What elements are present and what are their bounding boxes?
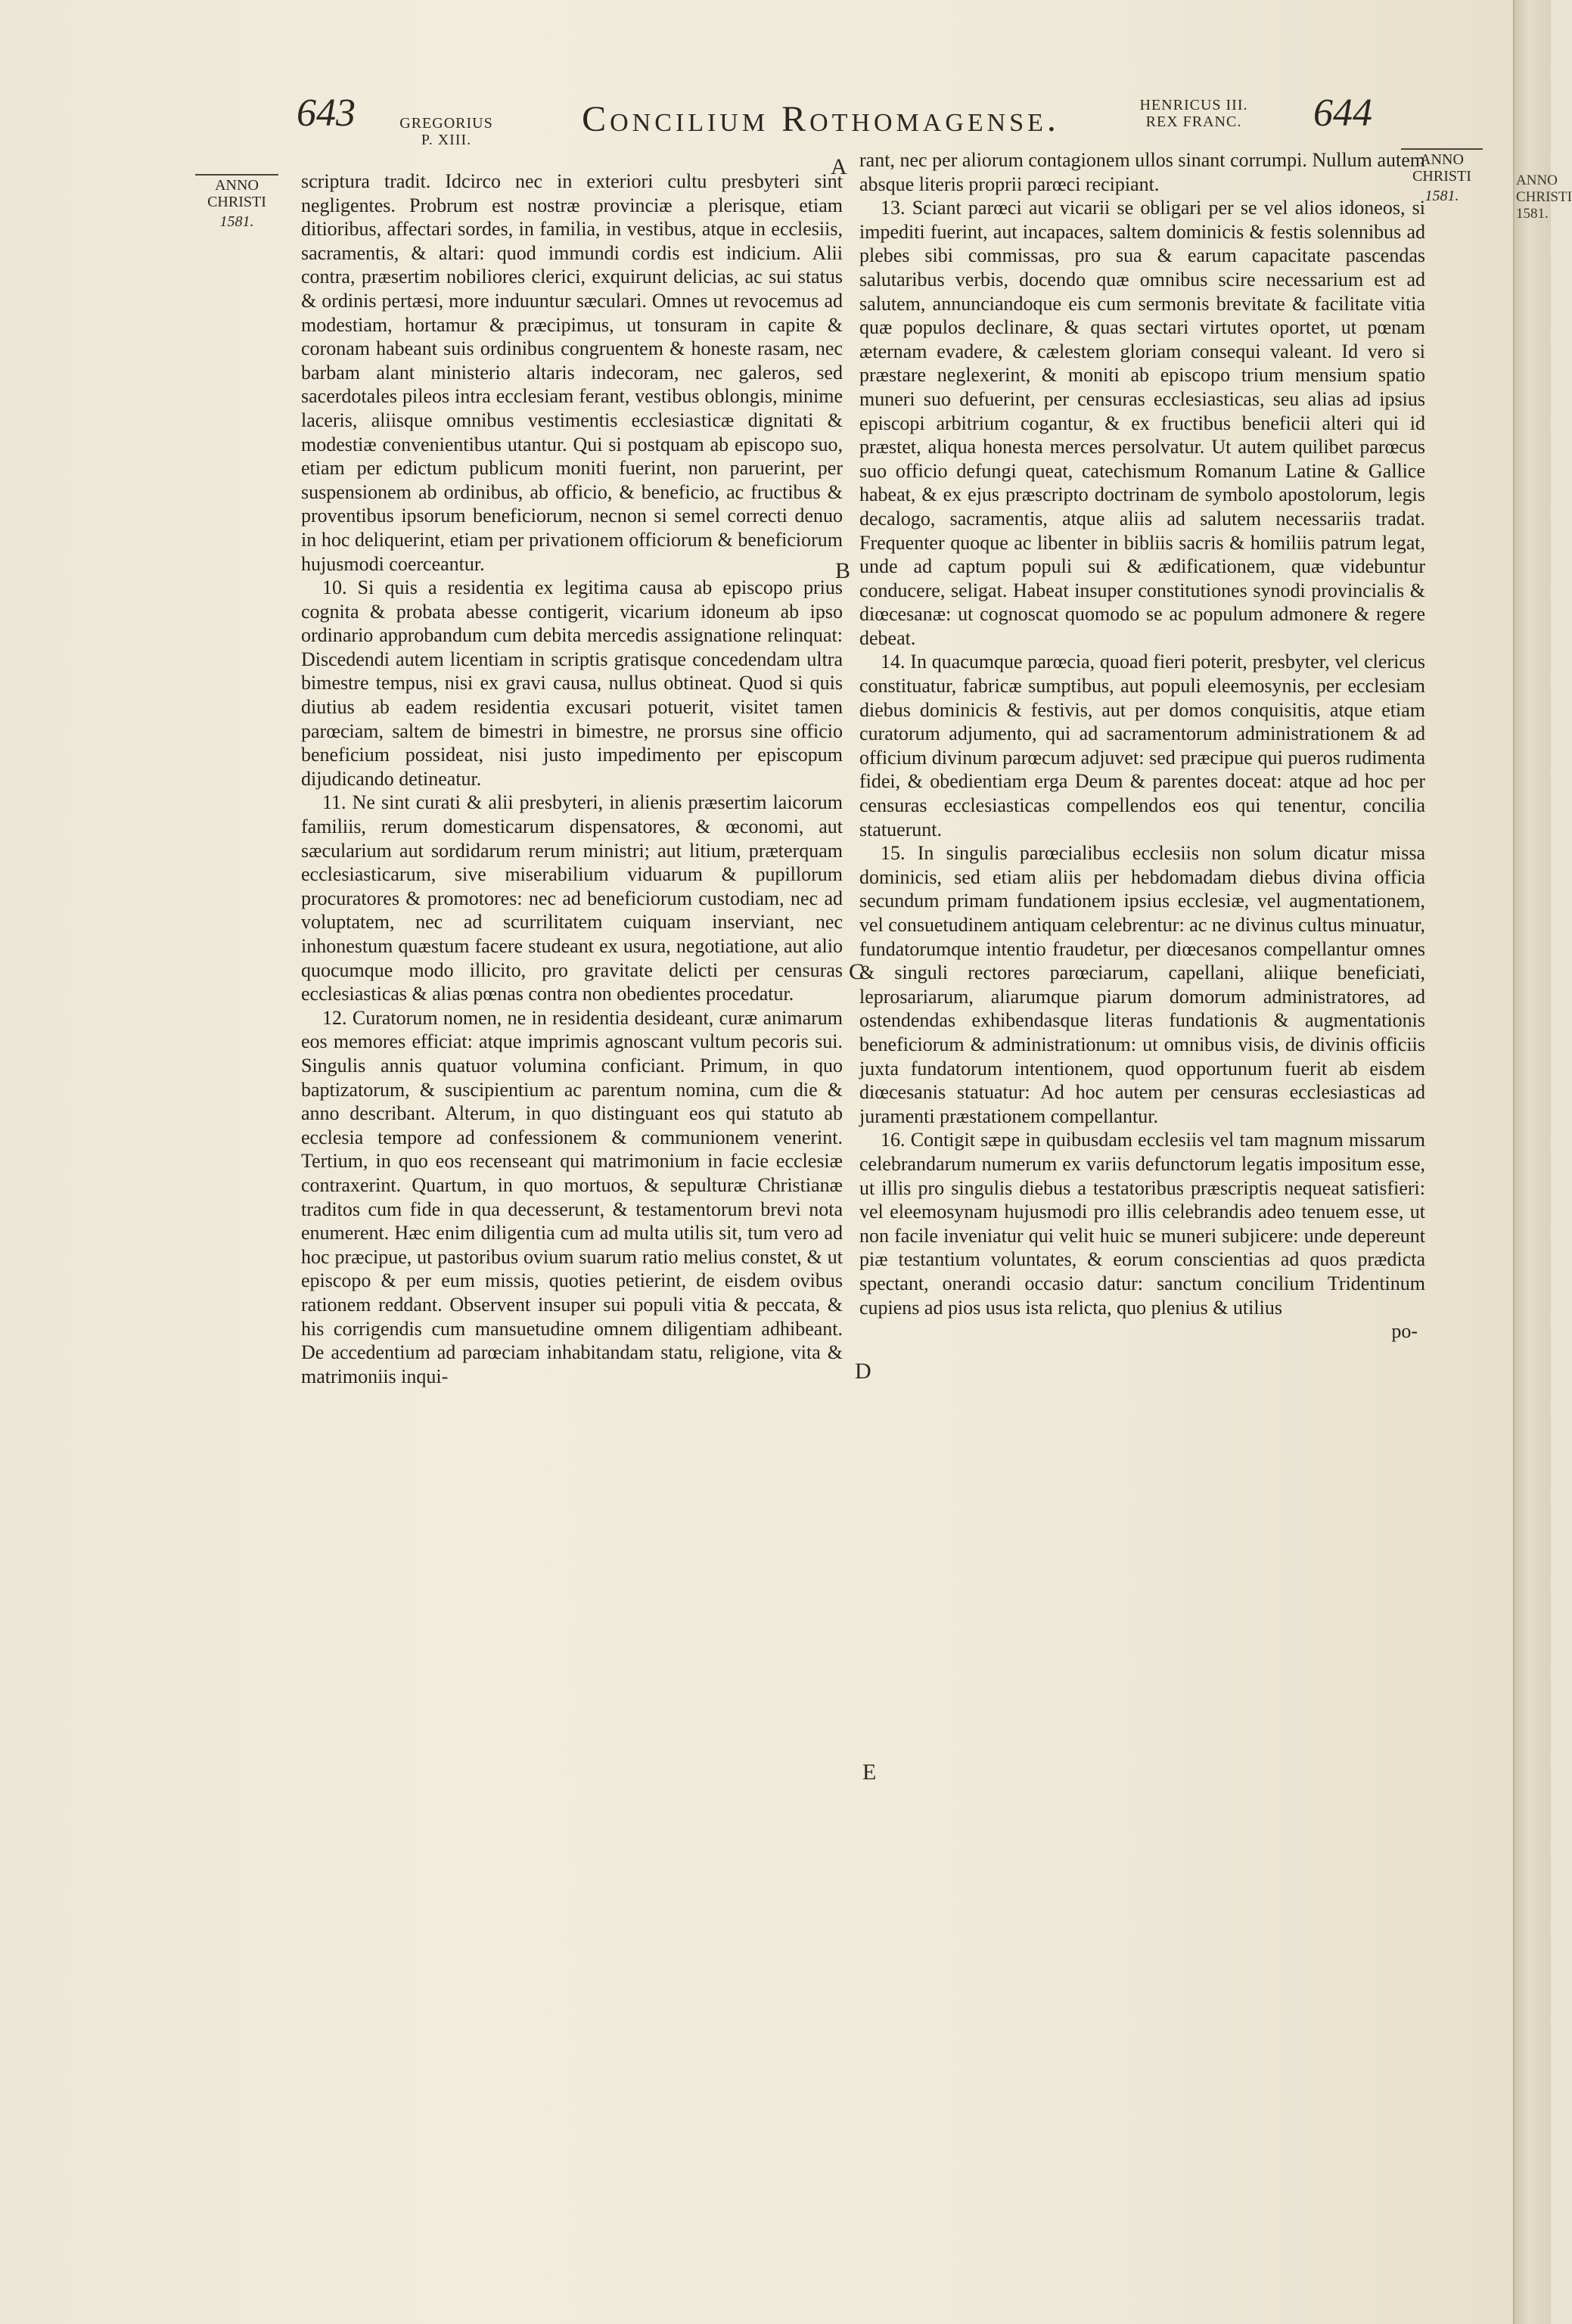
- canon-10: 10. Si quis a residentia ex legitima causa ab episcopo prius cognita & probata abesse contigerit, vicarium idoneum ab ipso ordinario approbandum cum debita mercedis assignatione relinquat: Discedendi autem licentiam in scriptis gratisque concedendam ultra bimestre tempus, nisi ex gravi causa, nullus obtineat. Quod si quis diutius ab eadem residentia excusari potuerit, visitet tamen parœciam, saltem de bimestri in bimestre, ne prorsus sine officio beneficium possideat, nisi justo impedimento per episcopum dijudicando detineatur.: [301, 576, 843, 790]
- page-number-left: 643: [297, 92, 356, 135]
- year-note-left: [195, 174, 278, 230]
- year-note-right-year: 1581.: [1424, 188, 1459, 204]
- margin-letter-e: E: [862, 1760, 877, 1785]
- left-paragraph-continuation: scriptura tradit. Idcirco nec in exteriori cultu presbyteri sint negligentes. Probrum est nostræ provinciæ a plerisque, etiam ditioribus, affectari sordes, in familia, in vestibus, atque in ecclesiis, sacramentis, & altari: quod immundi cordis est indicium. Alii contra, præsertim nobiliores clerici, exquirunt delicias, ac sui status & ordinis pertæsi, more induuntur sæculari. Omnes ut revocemus ad modestiam, hortamur & præcipimus, ut tonsuram in capite & coronam habeant suis ordinibus congruentem & honeste rasam, nec barbam alant ministerio altaris indecoram, nec galeros, sed sacerdotales pileos intra ecclesiam ferant, vestibus oblongis, minime laceris, aliisque omnibus vestimentis ecclesiasticæ dignitati & modestiæ convenientibus utantur. Qui si postquam ab episcopo suo, etiam per edictum publicum moniti fuerint, non paruerint, per suspensionem ab ordinibus, ab officio, & beneficio, ac fructibus & proventibus ipsorum beneficiorum, necnon si semel correcti denuo in hoc deliquerint, etiam per privationem officiorum & beneficiorum hujusmodi coerceantur.: [301, 170, 843, 575]
- canon-13: 13. Sciant parœci aut vicarii se obligari per se vel alios idoneos, si impediti fuerint, aut incapaces, saltem dominicis & festis solennibus ad plebes sibi commissas, pro sua & earum capacitate pascendas salutaribus verbis, docendo quæ omnibus scire necessarium est ad salutem, annunciandoque eis cum sermonis brevitate & facilitate vitia quæ populos declinare, & quas sectari virtutes oportet, ut pœnam æternam evadere, & cælestem gloriam consequi valeant. Id vero si præstare neglexerint, & moniti ab episcopo trium mensium spatio muneri suo defuerint, per censuras ecclesiasticas, seu alias ad ipsius episcopi arbitrium cogantur, & ex fructibus beneficii alteri qui id præstet, aliqua honesta merces persolvatur. Ut autem quilibet parœcus suo officio defungi queat, catechismum Romanum Latine & Gallice habeat, & ex ejus præscripto doctrinam de symbolo apostolorum, legis decalogo, sacramentis, atque aliis ad salutem necessariis tradat. Frequenter quoque ac libenter in bibliis sacris & homiliis patrum legat, unde ad captum populi sui & ædificationem, quæ videbuntur conducere, seligat. Habeat insuper constitutiones synodi provincialis & diœcesanæ: ut cognoscat quomodo se ac populum admonere & regere debeat.: [859, 197, 1425, 649]
- year-note-left-line1: ANNO: [195, 174, 278, 194]
- margin-letter-c: C: [849, 959, 865, 984]
- margin-letter-a: A: [831, 154, 847, 179]
- year-note-left-line2: CHRISTI: [207, 194, 266, 210]
- year-note-left-year: 1581.: [219, 213, 254, 230]
- margin-letter-d: D: [855, 1359, 871, 1384]
- canon-11: 11. Ne sint curati & alii presbyteri, in alienis præsertim laicorum familiis, rerum domesticarum dispensatores, & œconomi, aut sæcularium aut sordidarum rerum ministri; aut litium, præterquam ecclesiasticarum, sive miserabilium viduarum & pupillorum procuratores & promotores: nec ad beneficiorum custodiam, nec ad voluptatem, nec ad scurrilitatem cuiquam inserviant, nec inhonestum quæstum facere studeant ex usura, negotiatione, aut alio quocumque modo illicito, pro gravitate delicti per censuras ecclesiasticas & alias pœnas contra non obedientes procedatur.: [301, 791, 843, 1005]
- running-head-pope: GREGORIUS P. XIII.: [399, 115, 493, 148]
- edge-year-note: ANNO CHRISTI 1581.: [1516, 172, 1572, 222]
- year-note-right-line2: CHRISTI: [1412, 168, 1471, 185]
- next-page-edge: [1513, 0, 1572, 2324]
- year-note-right-line1: ANNO: [1401, 148, 1483, 168]
- canon-12: 12. Curatorum nomen, ne in residentia desideant, curæ animarum eos memores efficiat: atque imprimis agnoscant vultum pecoris sui. Singulis annis quatuor volumina conficiant. Primum, in quo baptizatorum, & suscipientium ac parentum nomina, cum die & anno describant. Alterum, in quo distinguant eos qui statuto ab ecclesia tempore ad confessionem & communionem venerint. Tertium, in quo eos recenseant qui matrimonium in facie ecclesiæ contraxerint. Quartum, in quo mortuos, & sepulturæ Christianæ traditos cum fide in qua decesserunt, & testamentorum brevi nota enumerent. Hæc enim diligentia cum ad multa utilis sit, tum vero ad hoc præcipue, ut pastoribus ovium suarum ratio melius constet, & ut episcopo & per eum missis, quoties petierint, de eisdem ovibus rationem reddant. Observent insuper sui populi vitia & peccata, & his corrigendis cum mansuetudine omnem diligentiam adhibeant. De accedentium ad parœciam inhabitandam statu, religione, vita & matrimoniis inqui-: [301, 1006, 843, 1387]
- running-head-king: HENRICUS III. REX FRANC.: [1139, 97, 1248, 130]
- canon-16: 16. Contigit sæpe in quibusdam ecclesiis vel tam magnum missarum celebrandarum numerum ex variis defunctorum legatis impositum esse, ut illis pro singulis diebus a testatoribus præscriptis nequeat satisfieri: vel eleemosynam hujusmodi pro illis celebrandis adeo tenuem esse, ut non facile inveniatur qui velit huic se muneri subjicere: unde depereunt piæ testantium voluntates, & eorum conscientias ad quos prædicta spectant, onerandi occasio datur: sanctum concilium Tridentinum cupiens ad pios usus ista relicta, quo plenius & utilius: [859, 1129, 1425, 1319]
- right-column: [859, 148, 1425, 1344]
- running-title: Concilium Rothomagense.: [582, 99, 1060, 139]
- right-paragraph-continuation: rant, nec per aliorum contagionem ullos sinant corrumpi. Nullum autem absque literis proprii parœci recipiant.: [859, 149, 1425, 195]
- canon-15: 15. In singulis parœcialibus ecclesiis non solum dicatur missa dominicis, sed etiam aliis per hebdomadam diebus divina officia secundum primam fundationem ipsius ecclesiæ, vel augmentationem, vel consuetudinem antiquam celebrentur: ac ne divinus cultus minuatur, fundatorumque intentio fraudetur, per diœcesanos compellantur omnes & singuli rectores parœciarum, capellani, aliique beneficiati, leprosariarum, aliarumque piarum domorum administratores, ad ostendendas exhibendasque literas fundationis & augmentationis beneficiorum & administrationum: ut omnibus visis, de divinis officiis juxta fundatorum intentionem, quod opportunum fuerit ab eisdem diœcesanis statuatur: Ad hoc autem per censuras ecclesiasticas ad juramenti præstationem compellantur.: [859, 842, 1425, 1127]
- canon-14: 14. In quacumque parœcia, quoad fieri poterit, presbyter, vel clericus constituatur, fabricæ sumptibus, aut populi eleemosynis, per ecclesiam diebus dominicis & festivis, aut per domos conquisitis, atque etiam curatorum adjumento, qui ad sacramentorum administrationem & ad officium divinum parœcum adjuvet: sed præcipue qui pueros rudimenta fidei, & obedientiam erga Deum & parentes doceat: atque ad hoc per censuras ecclesiasticas compellendos eos qui tenentur, concilia statuerunt.: [859, 651, 1425, 840]
- catchword: po-: [1391, 1320, 1418, 1343]
- margin-letter-b: B: [835, 558, 851, 583]
- page-number-right: 644: [1313, 92, 1372, 135]
- left-column: [301, 169, 843, 1388]
